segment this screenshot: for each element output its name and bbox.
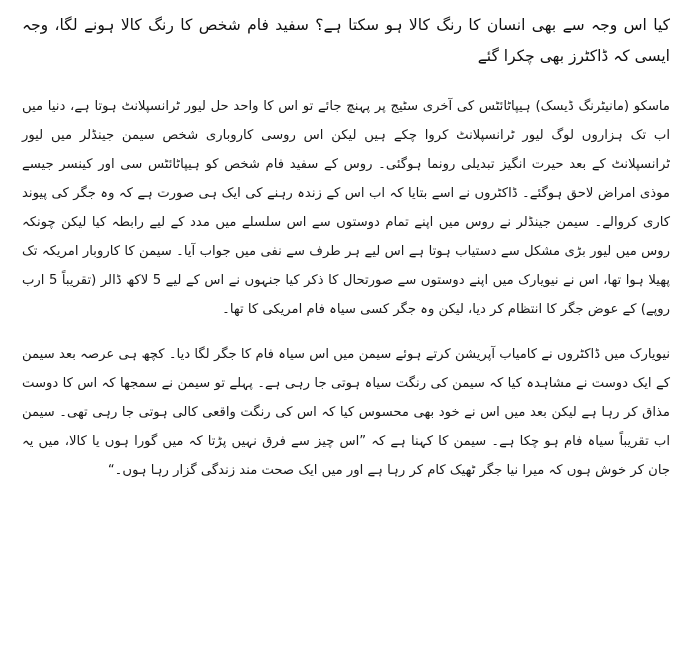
article-paragraph-2: نیویارک میں ڈاکٹروں نے کامیاب آپریشن کرتے ہوئے سیمن میں اس سیاہ فام کا جگر لگا دیا۔ کچھ ہی عرصہ بعد سیمن کے ایک دوست نے مشاہدہ کیا کہ سیمن کی رنگت سیاہ ہوتی جا رہی ہے۔ پہلے تو سیمن نے سمجھا کہ اس کا دوست مذاق کر رہا ہے لیکن بعد میں اس نے خود بھی محسوس کیا کہ اس کی رنگت واقعی کالی ہوتی جا رہی تھی۔ سیمن اب تقریباً سیاہ فام ہو چکا ہے۔ سیمن کا کہنا ہے کہ ”اس چیز سے فرق نہیں پڑتا کہ میں گورا ہوں یا کالا، میں یہ جان کر خوش ہوں کہ میرا نیا جگر ٹھیک کام کر رہا ہے اور میں ایک صحت مند زندگی گزار رہا ہوں۔“ [22,347,670,478]
article-paragraph-1: ماسکو (مانیٹرنگ ڈیسک) ہیپاٹائٹس کی آخری سٹیج پر پہنچ جائے تو اس کا واحد حل لیور ٹرانسپلانٹ ہوتا ہے، دنیا میں اب تک ہزاروں لوگ لیور ٹرانسپلانٹ کروا چکے ہیں لیکن اس روسی کاروباری شخص سیمن جینڈلر میں لیور ٹرانسپلانٹ کے بعد حیرت انگیز تبدیلی رونما ہوگئی۔ روس کے سفید فام شخص کو ہیپاٹائٹس سی اور کینسر جیسے موذی امراض لاحق ہوگئے۔ ڈاکٹروں نے اسے بتایا کہ اب اس کے زندہ رہنے کی ایک ہی صورت ہے کہ وہ جگر کی پیوند کاری کروالے۔ سیمن جینڈلر نے روس میں اپنے تمام دوستوں سے اس سلسلے میں مدد کے لیے رابطہ کیا لیکن چونکہ روس میں لیور بڑی مشکل سے دستیاب ہوتا ہے اس لیے ہر طرف سے نفی میں جواب آیا۔ سیمن کا کاروبار امریکہ تک پھیلا ہوا تھا، اس نے نیویارک میں اپنے دوستوں سے صورتحال کا ذکر کیا جنہوں نے اس کے لیے 5 لاکھ ڈالر (تقریباً 5 ارب روپے) کے عوض جگر کا انتظام کر دیا، لیکن وہ جگر کسی سیاہ فام امریکی کا تھا۔ [22,99,670,317]
article-headline: کیا اس وجہ سے بھی انسان کا رنگ کالا ہو سکتا ہے؟ سفید فام شخص کا رنگ کالا ہونے لگا، وجہ ایسی کہ ڈاکٹرز بھی چکرا گئے [22,16,670,65]
